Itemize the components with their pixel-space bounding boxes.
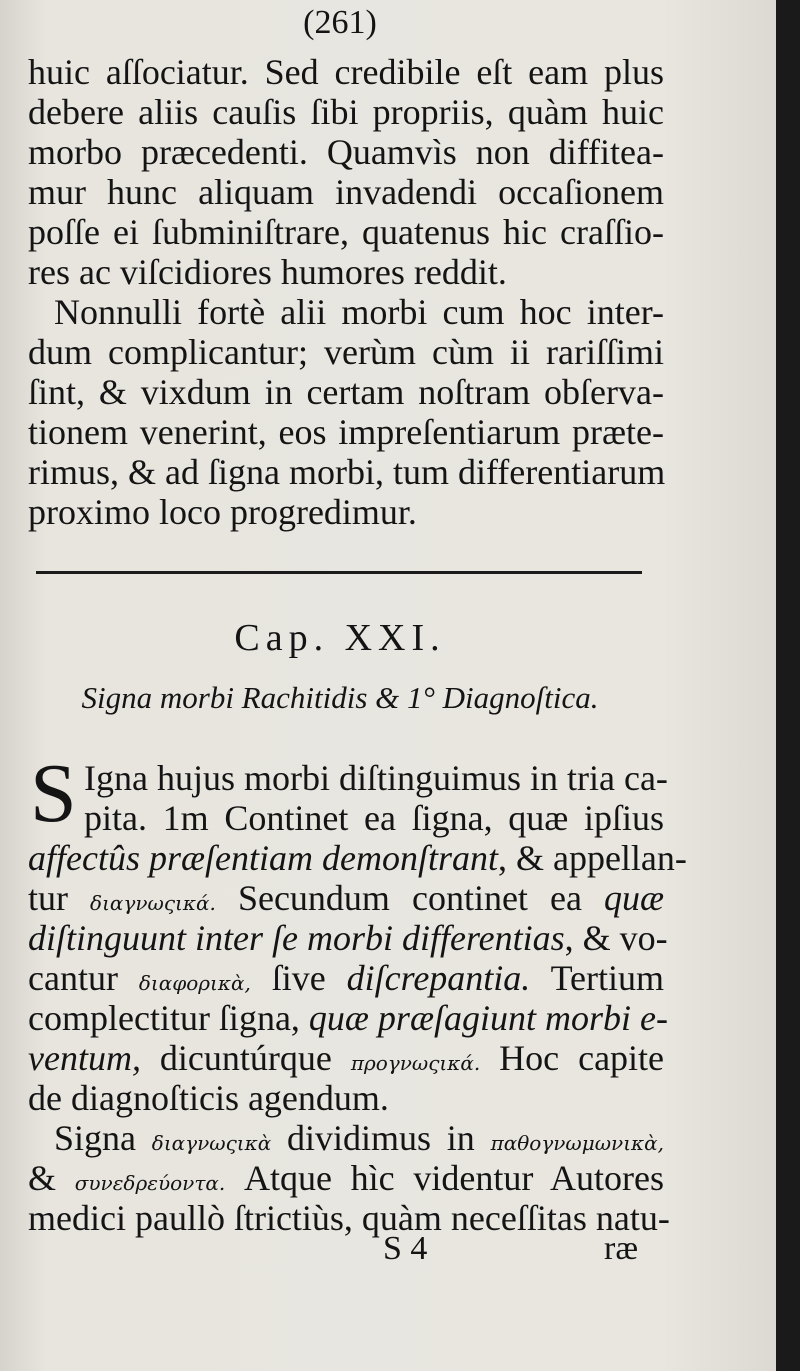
page-number: (261) <box>303 4 377 41</box>
section-divider <box>36 571 642 574</box>
text-line: pita. 1m Continet ea ſigna, quæ ipſius <box>84 798 664 838</box>
text-line: proximo loco progredimur. <box>28 492 417 532</box>
text-line: dum complicantur; verùm cùm ii rariſſimi <box>28 332 664 372</box>
text-line: tionem venerint, eos impreſentiarum præte- <box>28 412 664 452</box>
text-line: rimus, & ad ſigna morbi, tum differentiarum <box>28 452 666 492</box>
text-line: diſtinguunt inter ſe morbi differentias, & vo- <box>28 918 668 958</box>
text-line: ventum, dicuntúrque προγνωςικά. Hoc capite <box>28 1038 665 1078</box>
text-line: medici paullò ſtrictiùs, quàm neceſſitas natu- <box>28 1198 670 1238</box>
text-line: & συνεδρεύοντα. Atque hìc videntur Autores <box>28 1158 665 1198</box>
text-line: mur hunc aliquam invadendi occaſionem <box>28 172 664 212</box>
text-line: poſſe ei ſubminiſtrare, quatenus hic craſſio- <box>28 212 664 252</box>
text-line: tur διαγνωςικά. Secundum continet ea quæ <box>28 878 664 918</box>
text-line: ſint, & vixdum in certam noſtram obſerva- <box>28 372 664 412</box>
catchword: ræ <box>604 1230 638 1267</box>
text-line: Nonnulli fortè alii morbi cum hoc inter- <box>54 292 664 332</box>
chapter-heading: Cap. XXI. <box>234 617 446 659</box>
text-line: huic aſſociatur. Sed credibile eſt eam plus <box>28 52 664 92</box>
text-line: cantur διαφορικὰ, ſive diſcrepantia. Tertium <box>28 958 665 998</box>
text-line: Signa διαγνωςικὰ dividimus in παθογνωμωνικὰ, <box>54 1118 665 1158</box>
text-line: complectitur ſigna, quæ præſagiunt morbi e- <box>28 998 668 1038</box>
text-line: debere aliis cauſis ſibi propriis, quàm huic <box>28 92 664 132</box>
text-line: affectûs præſentiam demonſtrant, & appellan- <box>28 838 687 878</box>
signature-mark: S 4 <box>383 1230 428 1267</box>
chapter-subtitle: Signa morbi Rachitidis & 1° Diagnoſtica. <box>81 680 599 715</box>
text-line: res ac viſcidiores humores reddit. <box>28 252 507 292</box>
text-line: de diagnoſticis agendum. <box>28 1078 389 1118</box>
text-line: morbo præcedenti. Quamvìs non diffitea- <box>28 132 664 172</box>
text-line: Igna hujus morbi diſtinguimus in tria ca- <box>84 758 668 798</box>
drop-cap: S <box>30 747 77 840</box>
